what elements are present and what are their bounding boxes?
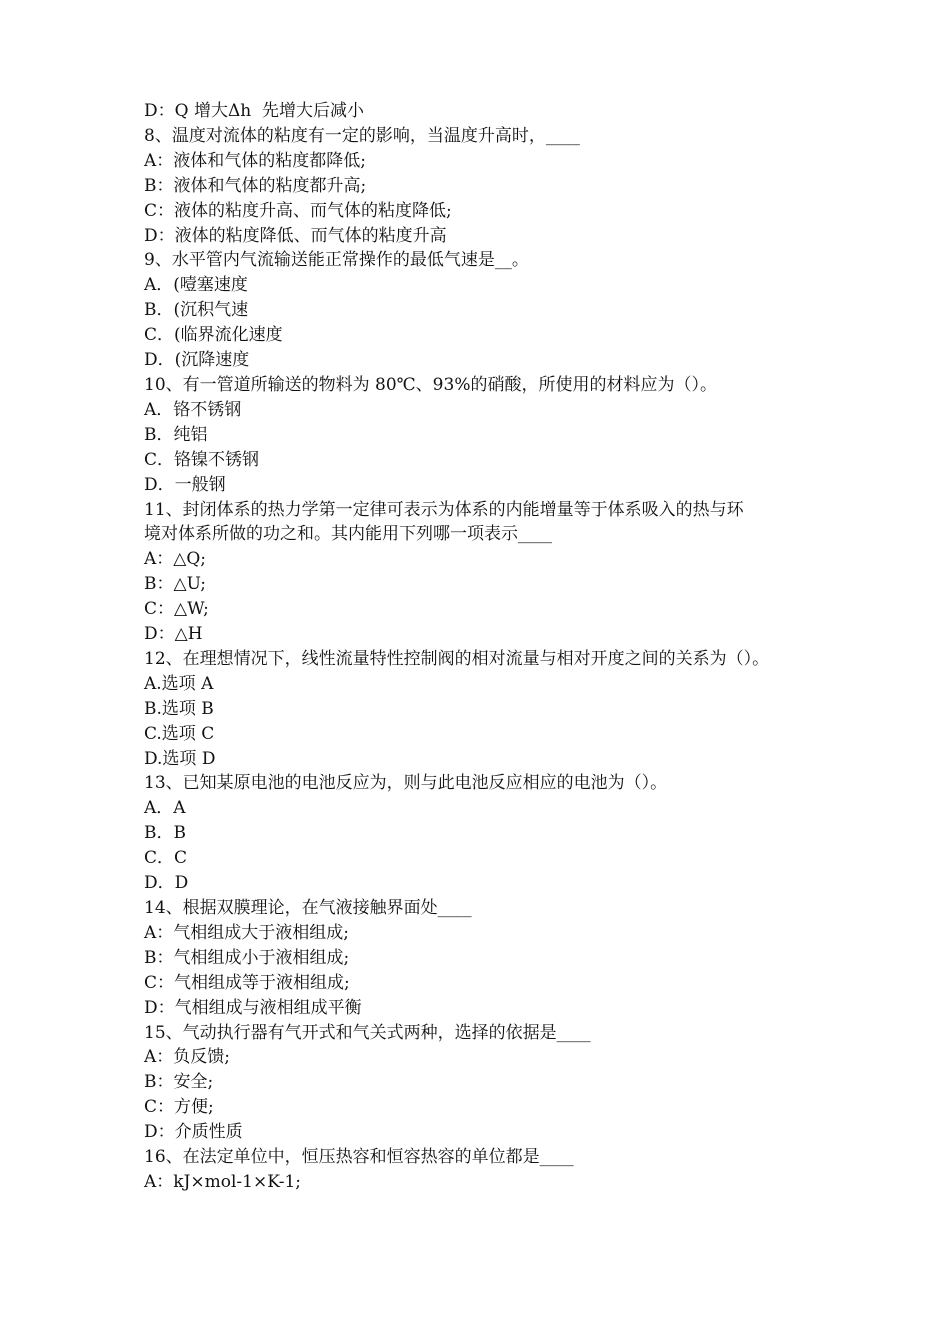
answer-option-line: D：液体的粘度降低、而气体的粘度升高 xyxy=(144,225,447,246)
document-body xyxy=(144,99,814,1195)
answer-option-line: B：△U; xyxy=(144,574,207,595)
answer-option-line: C．铬镍不锈钢 xyxy=(144,449,260,470)
answer-option-line: D：△H xyxy=(144,624,203,645)
answer-option-line: C：△W; xyxy=(144,599,209,620)
answer-option-line: D：气相组成与液相组成平衡 xyxy=(144,997,362,1018)
answer-option-line: A：△Q; xyxy=(144,549,207,570)
answer-option-line: C．C xyxy=(144,848,188,869)
answer-option-line: A．(噎塞速度 xyxy=(144,275,248,296)
question-line: 16、在法定单位中，恒压热容和恒容热容的单位都是____ xyxy=(144,1147,574,1168)
answer-option-line: A：kJ×mol-1×K-1; xyxy=(144,1171,301,1192)
answer-option-line: C：液体的粘度升高、而气体的粘度降低; xyxy=(144,200,452,221)
answer-option-line: B：气相组成小于液相组成; xyxy=(144,947,350,968)
question-line: 8、温度对流体的粘度有一定的影响，当温度升高时，____ xyxy=(144,125,580,146)
answer-option-line: B：液体和气体的粘度都升高; xyxy=(144,175,367,196)
question-line: 12、在理想情况下，线性流量特性控制阀的相对流量与相对开度之间的关系为（）。 xyxy=(144,648,770,669)
answer-option-line: B.选项 B xyxy=(144,698,214,719)
answer-option-line: C：方便; xyxy=(144,1097,214,1118)
question-line: 15、气动执行器有气开式和气关式两种，选择的依据是____ xyxy=(144,1022,591,1043)
answer-option-line: A：液体和气体的粘度都降低; xyxy=(144,150,367,171)
answer-option-line: B．B xyxy=(144,823,186,844)
answer-option-line: C．(临界流化速度 xyxy=(144,325,283,346)
answer-option-line: D．D xyxy=(144,873,189,894)
answer-option-line: D．一般钢 xyxy=(144,474,226,495)
answer-option-line: B．纯铝 xyxy=(144,424,208,445)
answer-option-line: A：负反馈; xyxy=(144,1047,231,1068)
answer-option-line: D.选项 D xyxy=(144,748,216,769)
answer-option-line: A：气相组成大于液相组成; xyxy=(144,922,350,943)
question-line: 13、已知某原电池的电池反应为，则与此电池反应相应的电池为（）。 xyxy=(144,773,668,794)
answer-option-line: C.选项 C xyxy=(144,723,215,744)
answer-option-line: A.选项 A xyxy=(144,673,214,694)
answer-option-line: D：介质性质 xyxy=(144,1122,243,1143)
answer-option-line: B．(沉积气速 xyxy=(144,300,249,321)
answer-option-line: D：Q 增大Δh 先增大后减小 xyxy=(144,101,365,121)
answer-option-line: C：气相组成等于液相组成; xyxy=(144,972,350,993)
question-line: 9、水平管内气流输送能正常操作的最低气速是__。 xyxy=(144,250,529,271)
answer-option-line: A．A xyxy=(144,798,186,819)
answer-option-line: A．铬不锈钢 xyxy=(144,399,242,420)
answer-option-line: B：安全; xyxy=(144,1072,214,1093)
question-line: 11、封闭体系的热力学第一定律可表示为体系的内能增量等于体系吸入的热与环 xyxy=(144,499,744,520)
question-line: 境对体系所做的功之和。其内能用下列哪一项表示____ xyxy=(144,524,552,545)
question-line: 14、根据双膜理论，在气液接触界面处____ xyxy=(144,898,472,918)
answer-option-line: D．(沉降速度 xyxy=(144,350,250,371)
question-line: 10、有一管道所输送的物料为 80℃、93%的硝酸，所使用的材料应为（）。 xyxy=(144,374,717,395)
